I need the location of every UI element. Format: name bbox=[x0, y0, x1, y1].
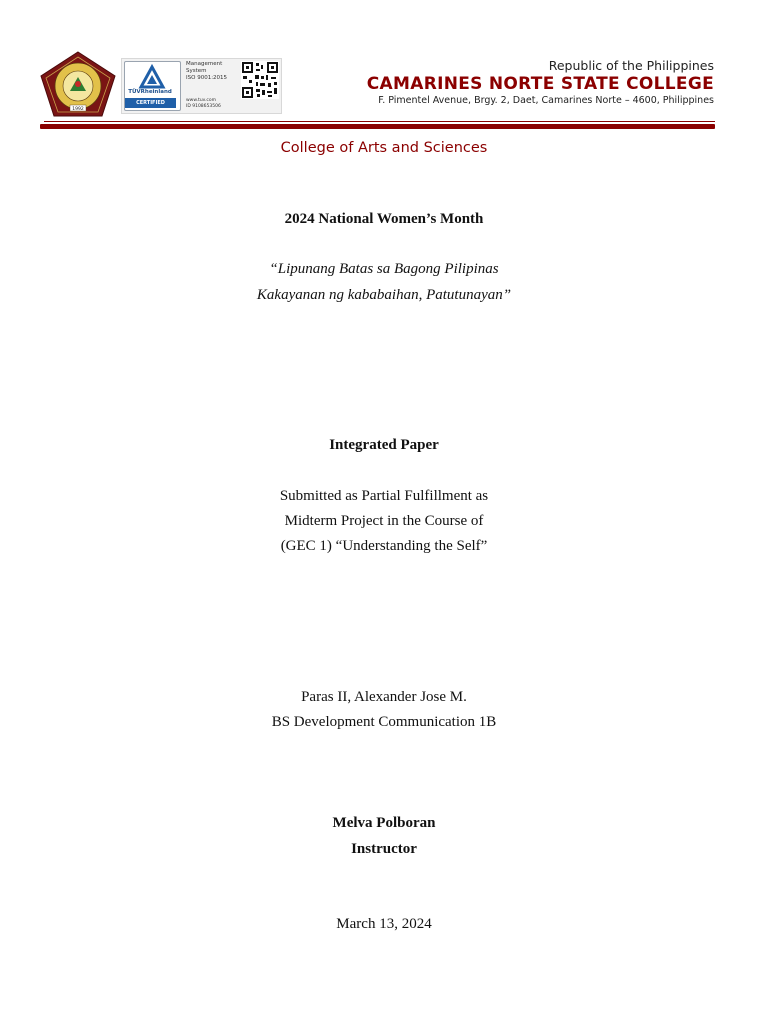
author-program: BS Development Communication 1B bbox=[271, 714, 497, 730]
submission-date: March 13, 2024 bbox=[336, 916, 432, 932]
college-address: F. Pimentel Avenue, Brgy. 2, Daet, Camarines Norte – 4600, Philippines bbox=[378, 95, 714, 106]
letterhead-divider bbox=[40, 124, 715, 129]
instructor-name: Melva Polboran bbox=[332, 815, 436, 831]
tuv-id: ID 9108653506 bbox=[186, 104, 221, 109]
theme-line: “Lipunang Batas sa Bagong Pilipinas bbox=[269, 261, 499, 277]
tuv-info-line: Management bbox=[186, 61, 223, 67]
college-seal-logo bbox=[40, 51, 116, 117]
submission-line: Submitted as Partial Fulfillment as bbox=[279, 488, 489, 504]
tuv-brand: TÜVRheinland bbox=[128, 89, 172, 95]
theme-line: Kakayanan ng kababaihan, Patutunayan” bbox=[256, 287, 512, 303]
svg-text:1992: 1992 bbox=[72, 106, 84, 112]
tuv-info-line: System bbox=[186, 68, 207, 74]
event-title: 2024 National Women’s Month bbox=[284, 211, 484, 227]
republic-line: Republic of the Philippines bbox=[548, 58, 714, 73]
iso-certification-badge bbox=[121, 58, 282, 114]
tuv-info bbox=[186, 61, 242, 82]
letterhead bbox=[0, 0, 768, 135]
tuv-info-line: ISO 9001:2015 bbox=[186, 75, 228, 81]
qr-code-icon bbox=[241, 61, 279, 99]
paper-type: Integrated Paper bbox=[329, 437, 439, 453]
tuv-web bbox=[186, 98, 246, 110]
submission-line: Midterm Project in the Course of bbox=[284, 513, 484, 529]
author-name: Paras II, Alexander Jose M. bbox=[301, 689, 467, 705]
tuv-triangle-icon bbox=[125, 62, 180, 92]
department-name: College of Arts and Sciences bbox=[280, 140, 488, 156]
submission-line: (GEC 1) “Understanding the Self” bbox=[280, 538, 488, 554]
letterhead-divider-thin bbox=[44, 121, 715, 122]
instructor-role: Instructor bbox=[351, 841, 417, 857]
tuv-certified-label: CERTIFIED bbox=[125, 98, 176, 108]
letterhead-text bbox=[367, 58, 714, 108]
college-name: CAMARINES NORTE STATE COLLEGE bbox=[366, 74, 714, 94]
tuv-url: www.tuv.com bbox=[186, 98, 217, 103]
